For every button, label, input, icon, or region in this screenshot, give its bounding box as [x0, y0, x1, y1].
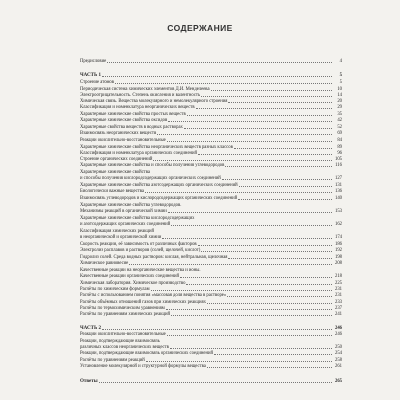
toc-page-number: 258 — [334, 358, 342, 363]
toc-entry — [80, 268, 342, 273]
page-title: СОДЕРЖАНИЕ — [167, 23, 233, 33]
toc-entry-title: Характерные химические свойства неорганических веществ разных классов — [80, 145, 233, 150]
toc-entry — [80, 300, 342, 305]
toc-page-number: 218 — [334, 274, 342, 279]
toc-entry-title: и способы получения кислородсодержащих органических соединений — [80, 176, 221, 181]
toc-dot-leader — [228, 258, 332, 259]
toc-dot-leader — [201, 96, 332, 97]
toc-dot-leader — [166, 309, 332, 310]
toc-entry-title: Гидролиз солей. Среда водных растворов: кислая, нейтральная, щелочная — [80, 255, 228, 260]
toc-entry — [80, 59, 342, 64]
toc-dot-leader — [107, 62, 332, 63]
toc-page-number: 250 — [334, 345, 342, 350]
toc-entry — [80, 196, 342, 201]
toc-page-number: 140 — [334, 196, 342, 201]
toc-dot-leader — [187, 115, 332, 116]
toc-dot-leader — [196, 108, 332, 109]
toc-dot-leader — [184, 128, 332, 129]
toc-page-number: 231 — [334, 287, 342, 292]
toc-page-number: 84 — [337, 138, 342, 143]
toc-dot-leader — [238, 199, 332, 200]
toc-entry-title: Ответы — [80, 379, 98, 384]
toc-entry — [80, 229, 342, 234]
toc-entry-title: Характерные химические свойства азотсодержащих органических соединений — [80, 183, 238, 188]
toc-entry — [80, 281, 342, 286]
toc-dot-leader — [99, 382, 332, 383]
toc-page-number: 192 — [334, 248, 342, 253]
toc-page-number: 162 — [334, 222, 342, 227]
toc-entry-title: Предисловие — [80, 59, 107, 64]
toc-page-number: 198 — [334, 255, 342, 260]
toc-entry-title: Строение атомов — [80, 80, 114, 85]
toc-page-number: 208 — [334, 261, 342, 266]
toc-entry — [80, 163, 342, 168]
toc-dot-leader — [167, 141, 332, 142]
toc-entry — [80, 209, 342, 214]
toc-entry — [80, 131, 342, 136]
toc-dot-leader — [234, 148, 332, 149]
toc-entry — [80, 306, 342, 311]
toc-dot-leader — [239, 186, 332, 187]
toc-entry-title: Характерные химические свойства и способы получения углеводородов — [80, 163, 225, 168]
toc-entry-title: Реакции, подтверждающие взаимосвязь органических соединений — [80, 351, 214, 356]
toc-entry — [80, 125, 342, 130]
toc-entry-title: Взаимосвязь углеводородов и кислородсодержащих органических соединений — [80, 196, 238, 201]
toc-entry — [80, 87, 342, 92]
toc-page-number: 174 — [334, 235, 342, 240]
toc-dot-leader — [227, 296, 332, 297]
toc-page-number: 35 — [337, 112, 342, 117]
toc-dot-leader — [225, 166, 332, 167]
toc-entry-title: Расчёты по уравнениям химических реакций — [80, 312, 171, 317]
toc-entry-title: Расчёты по термохимическим уравнениям — [80, 306, 165, 311]
toc-entry-title: ЧАСТЬ 2 — [80, 326, 102, 331]
toc-entry — [80, 157, 342, 162]
toc-entry-title: Расчёты объёмных отношений газов при химических реакциях — [80, 300, 207, 305]
toc-entry — [80, 138, 342, 143]
toc-dot-leader — [170, 348, 332, 349]
toc-dot-leader — [222, 179, 332, 180]
toc-page-number: 131 — [334, 183, 342, 188]
toc-entry — [80, 93, 342, 98]
toc-entry — [80, 345, 342, 350]
toc-entry — [80, 235, 342, 240]
toc-page-number: 4 — [339, 59, 342, 64]
toc-page-number: 29 — [337, 105, 342, 110]
toc-entry — [80, 332, 342, 337]
toc-page-number: 246 — [334, 332, 342, 337]
toc-entry-title: Периодическая система химических элементов Д.И. Менделеева — [80, 87, 210, 92]
toc-dot-leader — [207, 303, 332, 304]
toc-entry-title: Характерные химические свойства углеводородов. — [80, 203, 182, 208]
toc-dot-leader — [198, 154, 332, 155]
toc-page-number: 127 — [334, 176, 342, 181]
toc-page-number: 89 — [337, 145, 342, 150]
toc-entry-title: Биологически важные вещества — [80, 189, 145, 194]
toc-entry — [80, 312, 342, 317]
toc-page-number: 231 — [334, 293, 342, 298]
toc-page-number: 20 — [337, 99, 342, 104]
toc-entry-title: ЧАСТЬ 1 — [80, 73, 102, 78]
toc-entry-title: Расчёты с использованием понятия «массовая доля вещества в растворе» — [80, 293, 227, 298]
toc-entry — [80, 255, 342, 260]
toc-dot-leader — [228, 102, 332, 103]
toc-entry — [80, 189, 342, 194]
toc-entry-title: Характерные химические свойства простых веществ — [80, 112, 186, 117]
toc-page-number: 246 — [334, 326, 342, 331]
toc-entry-title: Электроотрицательность. Степень окисления и валентность — [80, 93, 201, 98]
toc-page-number: 5 — [339, 80, 342, 85]
toc-dot-leader — [171, 315, 332, 316]
toc-dot-leader — [162, 238, 332, 239]
toc-entry-title: Механизмы реакций в органической химии — [80, 209, 167, 214]
toc-entry-title: Характерные химические свойства — [80, 170, 150, 175]
toc-entry-title: Реакции окислительно-восстановительные — [80, 138, 166, 143]
toc-entry-title: Реакции, подтверждающие взаимосвязь — [80, 339, 160, 344]
toc-entry-title: в неорганической и органической химии — [80, 235, 162, 240]
toc-page-number: 237 — [334, 306, 342, 311]
toc-page-number: 52 — [337, 125, 342, 130]
toc-dot-leader — [186, 284, 332, 285]
toc-dot-leader — [201, 251, 332, 252]
toc-entry — [80, 274, 342, 279]
toc-dot-leader — [198, 245, 332, 246]
toc-entry-title: Классификация химических реакций — [80, 229, 155, 234]
toc-section-heading — [80, 326, 342, 331]
toc-dot-leader — [153, 160, 332, 161]
toc-dot-leader — [151, 290, 332, 291]
toc-entry — [80, 112, 342, 117]
toc-entry-title: Классификация и номенклатура органических соединений — [80, 151, 198, 156]
toc-entry — [80, 287, 342, 292]
toc-dot-leader — [211, 90, 332, 91]
toc-dot-leader — [168, 121, 332, 122]
toc-page-number: 261 — [334, 364, 342, 369]
toc-entry — [80, 145, 342, 150]
toc-dot-leader — [115, 83, 332, 84]
toc-page-number: 42 — [337, 118, 342, 123]
toc-entry-title: Расчёты по уравнениям реакций — [80, 358, 145, 363]
toc-dot-leader — [167, 335, 332, 336]
toc-entry — [80, 183, 342, 188]
toc-page-number: 116 — [335, 163, 342, 168]
toc-dot-leader — [214, 354, 332, 355]
toc-entry — [80, 170, 342, 175]
toc-page-number: 5 — [339, 73, 342, 78]
toc-entry-title: Скорость реакции, её зависимость от различных факторов — [80, 242, 197, 247]
toc-entry — [80, 358, 342, 363]
toc-section-heading — [80, 379, 342, 384]
toc-entry-title: Взаимосвязь неорганических веществ — [80, 131, 157, 136]
toc-page-number: 14 — [337, 93, 342, 98]
toc-section-heading — [80, 73, 342, 78]
toc-dot-leader — [171, 225, 332, 226]
toc-entry — [80, 118, 342, 123]
toc-entry-title: Химическая лаборатория. Химическое производство — [80, 281, 186, 286]
toc-entry — [80, 293, 342, 298]
toc-entry — [80, 176, 342, 181]
toc-entry — [80, 151, 342, 156]
toc-entry-title: Электролиз расплавов и растворов (солей, щелочей, кислот) — [80, 248, 201, 253]
toc-dot-leader — [102, 76, 332, 77]
toc-entry — [80, 248, 342, 253]
toc-page-number: 105 — [334, 157, 342, 162]
toc-entry — [80, 351, 342, 356]
toc-dot-leader — [146, 361, 332, 362]
toc-page-number: 233 — [334, 300, 342, 305]
toc-page-number: 10 — [337, 87, 342, 92]
toc-entry-title: Характерные химические свойства кислородсодержащих — [80, 216, 195, 221]
toc-entry-title: Характерные химические свойства оксидов — [80, 118, 168, 123]
toc-entry-title: Химическое равновесие — [80, 261, 129, 266]
toc-page-number: 153 — [334, 209, 342, 214]
toc-entry — [80, 364, 342, 369]
toc-entry — [80, 222, 342, 227]
toc-dot-leader — [102, 329, 332, 330]
toc-page-number: 241 — [334, 312, 342, 317]
toc-page-number: 136 — [334, 189, 342, 194]
toc-entry-title: Строение органических соединений — [80, 157, 153, 162]
toc-page-number: 96 — [337, 151, 342, 156]
toc-entry-title: Установление молекулярной и структурной формулы вещества — [80, 364, 206, 369]
toc-dot-leader — [168, 212, 332, 213]
toc-entry-title: Качественные реакции на неорганические вещества и ионы. — [80, 268, 201, 273]
toc-entry — [80, 261, 342, 266]
toc-dot-leader — [180, 277, 332, 278]
toc-entry — [80, 242, 342, 247]
toc-entry-title: Качественные реакции органических соединений — [80, 274, 180, 279]
toc-dot-leader — [129, 264, 332, 265]
toc-entry-title: и азотсодержащих органических соединений — [80, 222, 171, 227]
toc-entry — [80, 203, 342, 208]
toc-entry-title: Характерные свойства веществ в водных растворах — [80, 125, 183, 130]
toc-entry — [80, 80, 342, 85]
toc-entry-title: Классификация и номенклатура неорганических веществ — [80, 105, 195, 110]
toc-entry-title: Расчёты по химическим формулам — [80, 287, 150, 292]
toc-dot-leader — [145, 192, 332, 193]
toc-page-number: 265 — [334, 379, 342, 384]
toc-dot-leader — [207, 367, 332, 368]
toc-entry-title: различных классов неорганических веществ — [80, 345, 169, 350]
toc-entry — [80, 339, 342, 344]
toc-entry — [80, 105, 342, 110]
toc-entry-title: Реакции окислительно-восстановительные — [80, 332, 166, 337]
toc-entry — [80, 99, 342, 104]
toc-page-number: 186 — [334, 242, 342, 247]
toc-entry — [80, 216, 342, 221]
toc-page-number: 69 — [337, 131, 342, 136]
toc-page-number: 254 — [334, 351, 342, 356]
toc-page-number: 225 — [334, 281, 342, 286]
toc-dot-leader — [157, 134, 332, 135]
toc-entry-title: Химическая связь. Вещества молекулярного и немолекулярного строения — [80, 99, 228, 104]
